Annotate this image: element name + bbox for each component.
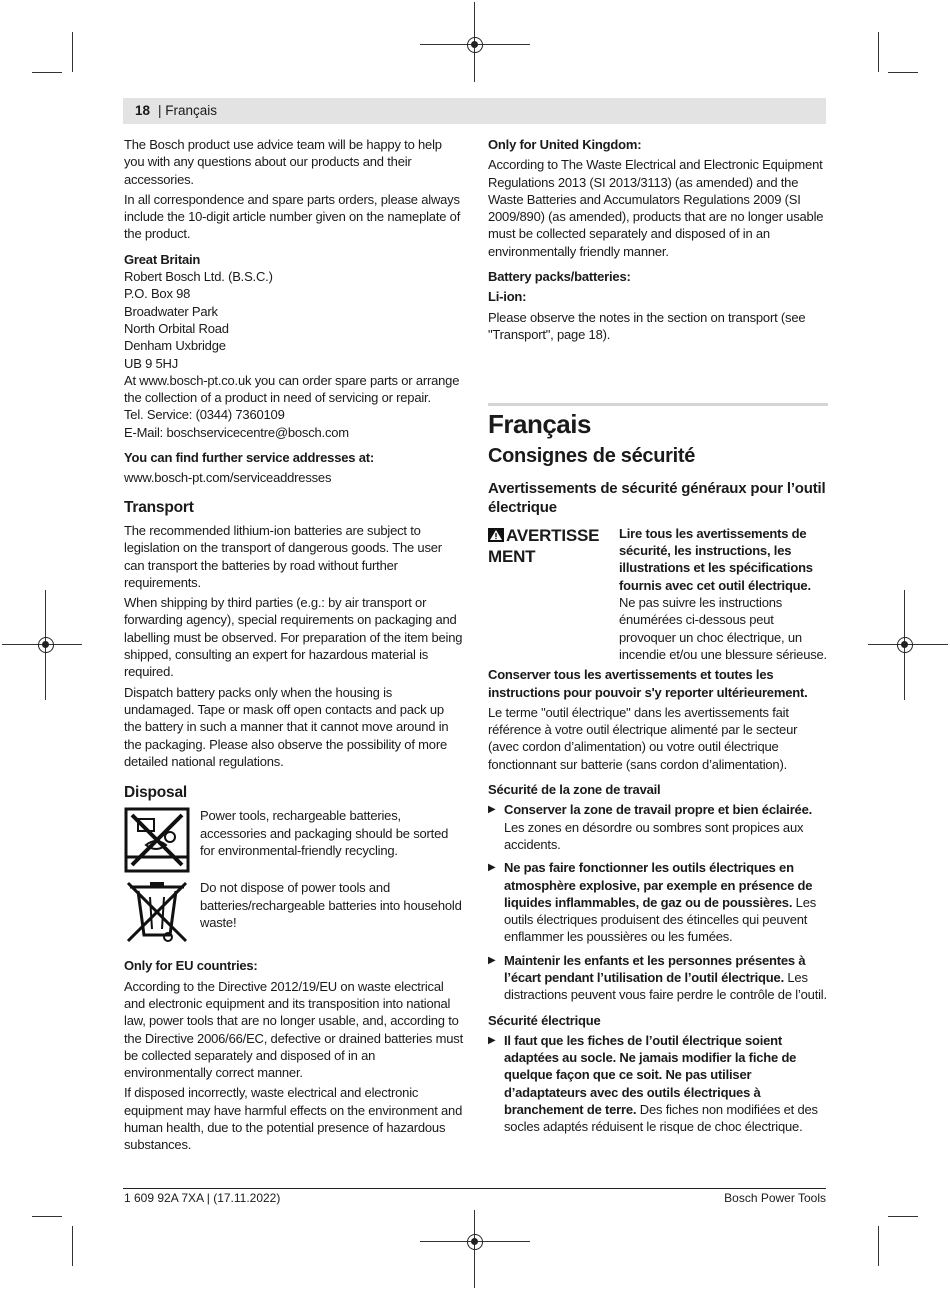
tel-service: Tel. Service: (0344) 7360109: [124, 407, 285, 423]
list-item: ▶ Conserver la zone de travail propre et bien éclairée. Les zones en désordre ou sombres sont propices aux accidents.: [488, 801, 828, 853]
transport-paragraph: Dispatch battery packs only when the housing is undamaged. Tape or mask off open contacts and pack up the battery in such a manner that it cannot move around in the packaging. Please also observe the possibility of more detailed national regulations.: [124, 684, 449, 769]
crop-mark: [32, 1216, 62, 1217]
liion-heading: Li-ion:: [488, 289, 527, 305]
address-line: North Orbital Road: [124, 320, 229, 336]
electrical-heading: Sécurité électrique: [488, 1012, 601, 1028]
section-divider: [488, 403, 828, 406]
brand-footer: Bosch Power Tools: [724, 1191, 826, 1205]
registration-mark-icon: [467, 37, 483, 53]
crop-mark: [878, 32, 879, 72]
electrical-list: [488, 1032, 828, 1136]
warning-label: [488, 525, 605, 663]
warning-block: [488, 525, 828, 663]
address-line: Denham Uxbridge: [124, 338, 226, 354]
transport-heading: Transport: [124, 498, 194, 516]
work-area-heading: Sécurité de la zone de travail: [488, 782, 661, 798]
battery-heading: Battery packs/batteries:: [488, 269, 631, 285]
recycling-symbol-icon: [124, 807, 190, 873]
further-addresses-url: www.bosch-pt.com/serviceaddresses: [124, 470, 332, 486]
disposal-heading: Disposal: [124, 784, 188, 802]
transport-paragraph: When shipping by third parties (e.g.: by air transport or forwarding agency), special requirements on packaging and labelling must be observed. For preparation of the item being shipped, consulting an expert for hazardous material is required.: [124, 595, 463, 680]
disposal-text: Power tools, rechargeable batteries, accessories and packaging should be sorted for environmental-friendly recycling.: [200, 808, 449, 858]
uk-heading: Only for United Kingdom:: [488, 137, 642, 152]
disposal-text: Do not dispose of power tools and batteries/rechargeable batteries into household waste!: [200, 880, 462, 930]
page-header: [123, 98, 826, 124]
address-line: Robert Bosch Ltd. (B.S.C.): [124, 269, 273, 285]
transport-paragraph: The recommended lithium-ion batteries are subject to legislation on the transport of dangerous goods. The user can transport the batteries by road without further requirements.: [124, 522, 442, 590]
crossed-out-bin-icon: [124, 879, 190, 945]
crop-mark: [888, 1216, 918, 1217]
warning-bold-text: Lire tous les avertissements de sécurité, les instructions, les illustrations et les spécifications fournis avec cet outil électrique. Ne pas suivre les instructions énumérées ci-dessous peut provoquer un choc électrique, un incendie et/ou une blessure sérieuse.: [619, 525, 827, 662]
eu-paragraph: If disposed incorrectly, waste electrical and electronic equipment may have harmful effects on the environment and human health, due to the potential presence of hazardous substances.: [124, 1085, 463, 1153]
waste-row: [124, 879, 464, 945]
crop-mark: [888, 72, 918, 73]
footer-divider: [123, 1188, 826, 1189]
crop-mark: [72, 1226, 73, 1266]
section-title: | Français: [158, 103, 218, 118]
eu-paragraph: According to the Directive 2012/19/EU on waste electrical and electronic equipment and its transposition into national law, power tools that are no longer usable, and, according to the Directive 2006/66/EC, defective or drained batteries must be collected separately and disposed of in an environmentally correct manner.: [124, 978, 463, 1081]
work-area-list: [488, 801, 828, 1003]
list-item: ▶ Maintenir les enfants et les personnes présentes à l’écart pendant l’utilisation de l’outil électrique. Les distractions peuvent vous faire perdre le contrôle de l’outil.: [488, 952, 828, 1004]
warning-label-text: AVERTISSEMENT: [488, 525, 600, 566]
general-warnings-title: Avertissements de sécurité généraux pour l’outil électrique: [488, 479, 826, 516]
right-column: [488, 136, 828, 1144]
uk-paragraph: According to The Waste Electrical and Electronic Equipment Regulations 2013 (SI 2013/3113) (as amended) and the Waste Batteries and Accumulators Regulations 2009 (SI 2009/890) (as amended), products that are no longer usable must be collected separately and disposed of in an environmentally friendly manner.: [488, 157, 824, 259]
document-number: 1 609 92A 7XA | (17.11.2022): [124, 1191, 281, 1205]
address-line: P.O. Box 98: [124, 286, 191, 302]
address-line: UB 9 5HJ: [124, 355, 179, 371]
liion-paragraph: Please observe the notes in the section on transport (see "Transport", page 18).: [488, 309, 806, 342]
crop-mark: [72, 32, 73, 72]
intro-paragraph: The Bosch product use advice team will be happy to help you with any questions about our products and their accessories.: [124, 137, 442, 187]
term-paragraph: Le terme "outil électrique" dans les avertissements fait référence à votre outil électrique alimenté par le secteur (avec cordon d’alimentation) ou votre outil électrique fonctionnant sur batterie (sans cordon d’alimentation).: [488, 704, 798, 772]
left-column: [124, 136, 464, 1157]
further-addresses-heading: You can find further service addresses at:: [124, 450, 375, 466]
correspondence-paragraph: In all correspondence and spare parts orders, please always include the 10-digit article number given on the nameplate of the product.: [124, 191, 461, 242]
crop-mark: [32, 72, 62, 73]
recycling-row: [124, 807, 464, 873]
list-item: ▶ Ne pas faire fonctionner les outils électriques en atmosphère explosive, par exemple en présence de liquides inflammables, de gaz ou de poussières. Les outils électriques produisent des étincelles qui peuvent enflammer les poussières ou les fumées.: [488, 859, 828, 945]
language-title: Français: [488, 409, 591, 440]
keep-instructions: Conserver tous les avertissements et toutes les instructions pour pouvoir s'y reporter ultérieurement.: [488, 667, 808, 700]
email: E-Mail: boschservicecentre@bosch.com: [124, 424, 349, 440]
list-item: ▶ Il faut que les fiches de l’outil électrique soient adaptées au socle. Ne jamais modifier la fiche de quelque façon que ce soit. Ne pas utiliser d’adaptateurs avec des outils électriques à branchement de terre. Des fiches non modifiées et des socles adaptés réduisent le risque de choc électrique.: [488, 1032, 828, 1136]
great-britain-heading: Great Britain: [124, 251, 201, 267]
registration-mark-icon: [38, 637, 54, 653]
warning-triangle-icon: [488, 528, 504, 542]
page-number: 18: [135, 103, 151, 118]
order-text: At www.bosch-pt.co.uk you can order spare parts or arrange the collection of a product in need of servicing or repair.: [124, 372, 460, 406]
eu-heading: Only for EU countries:: [124, 958, 258, 974]
registration-mark-icon: [467, 1234, 483, 1250]
crop-mark: [878, 1226, 879, 1266]
address-line: Broadwater Park: [124, 303, 218, 319]
registration-mark-icon: [897, 637, 913, 653]
safety-title: Consignes de sécurité: [488, 444, 696, 467]
